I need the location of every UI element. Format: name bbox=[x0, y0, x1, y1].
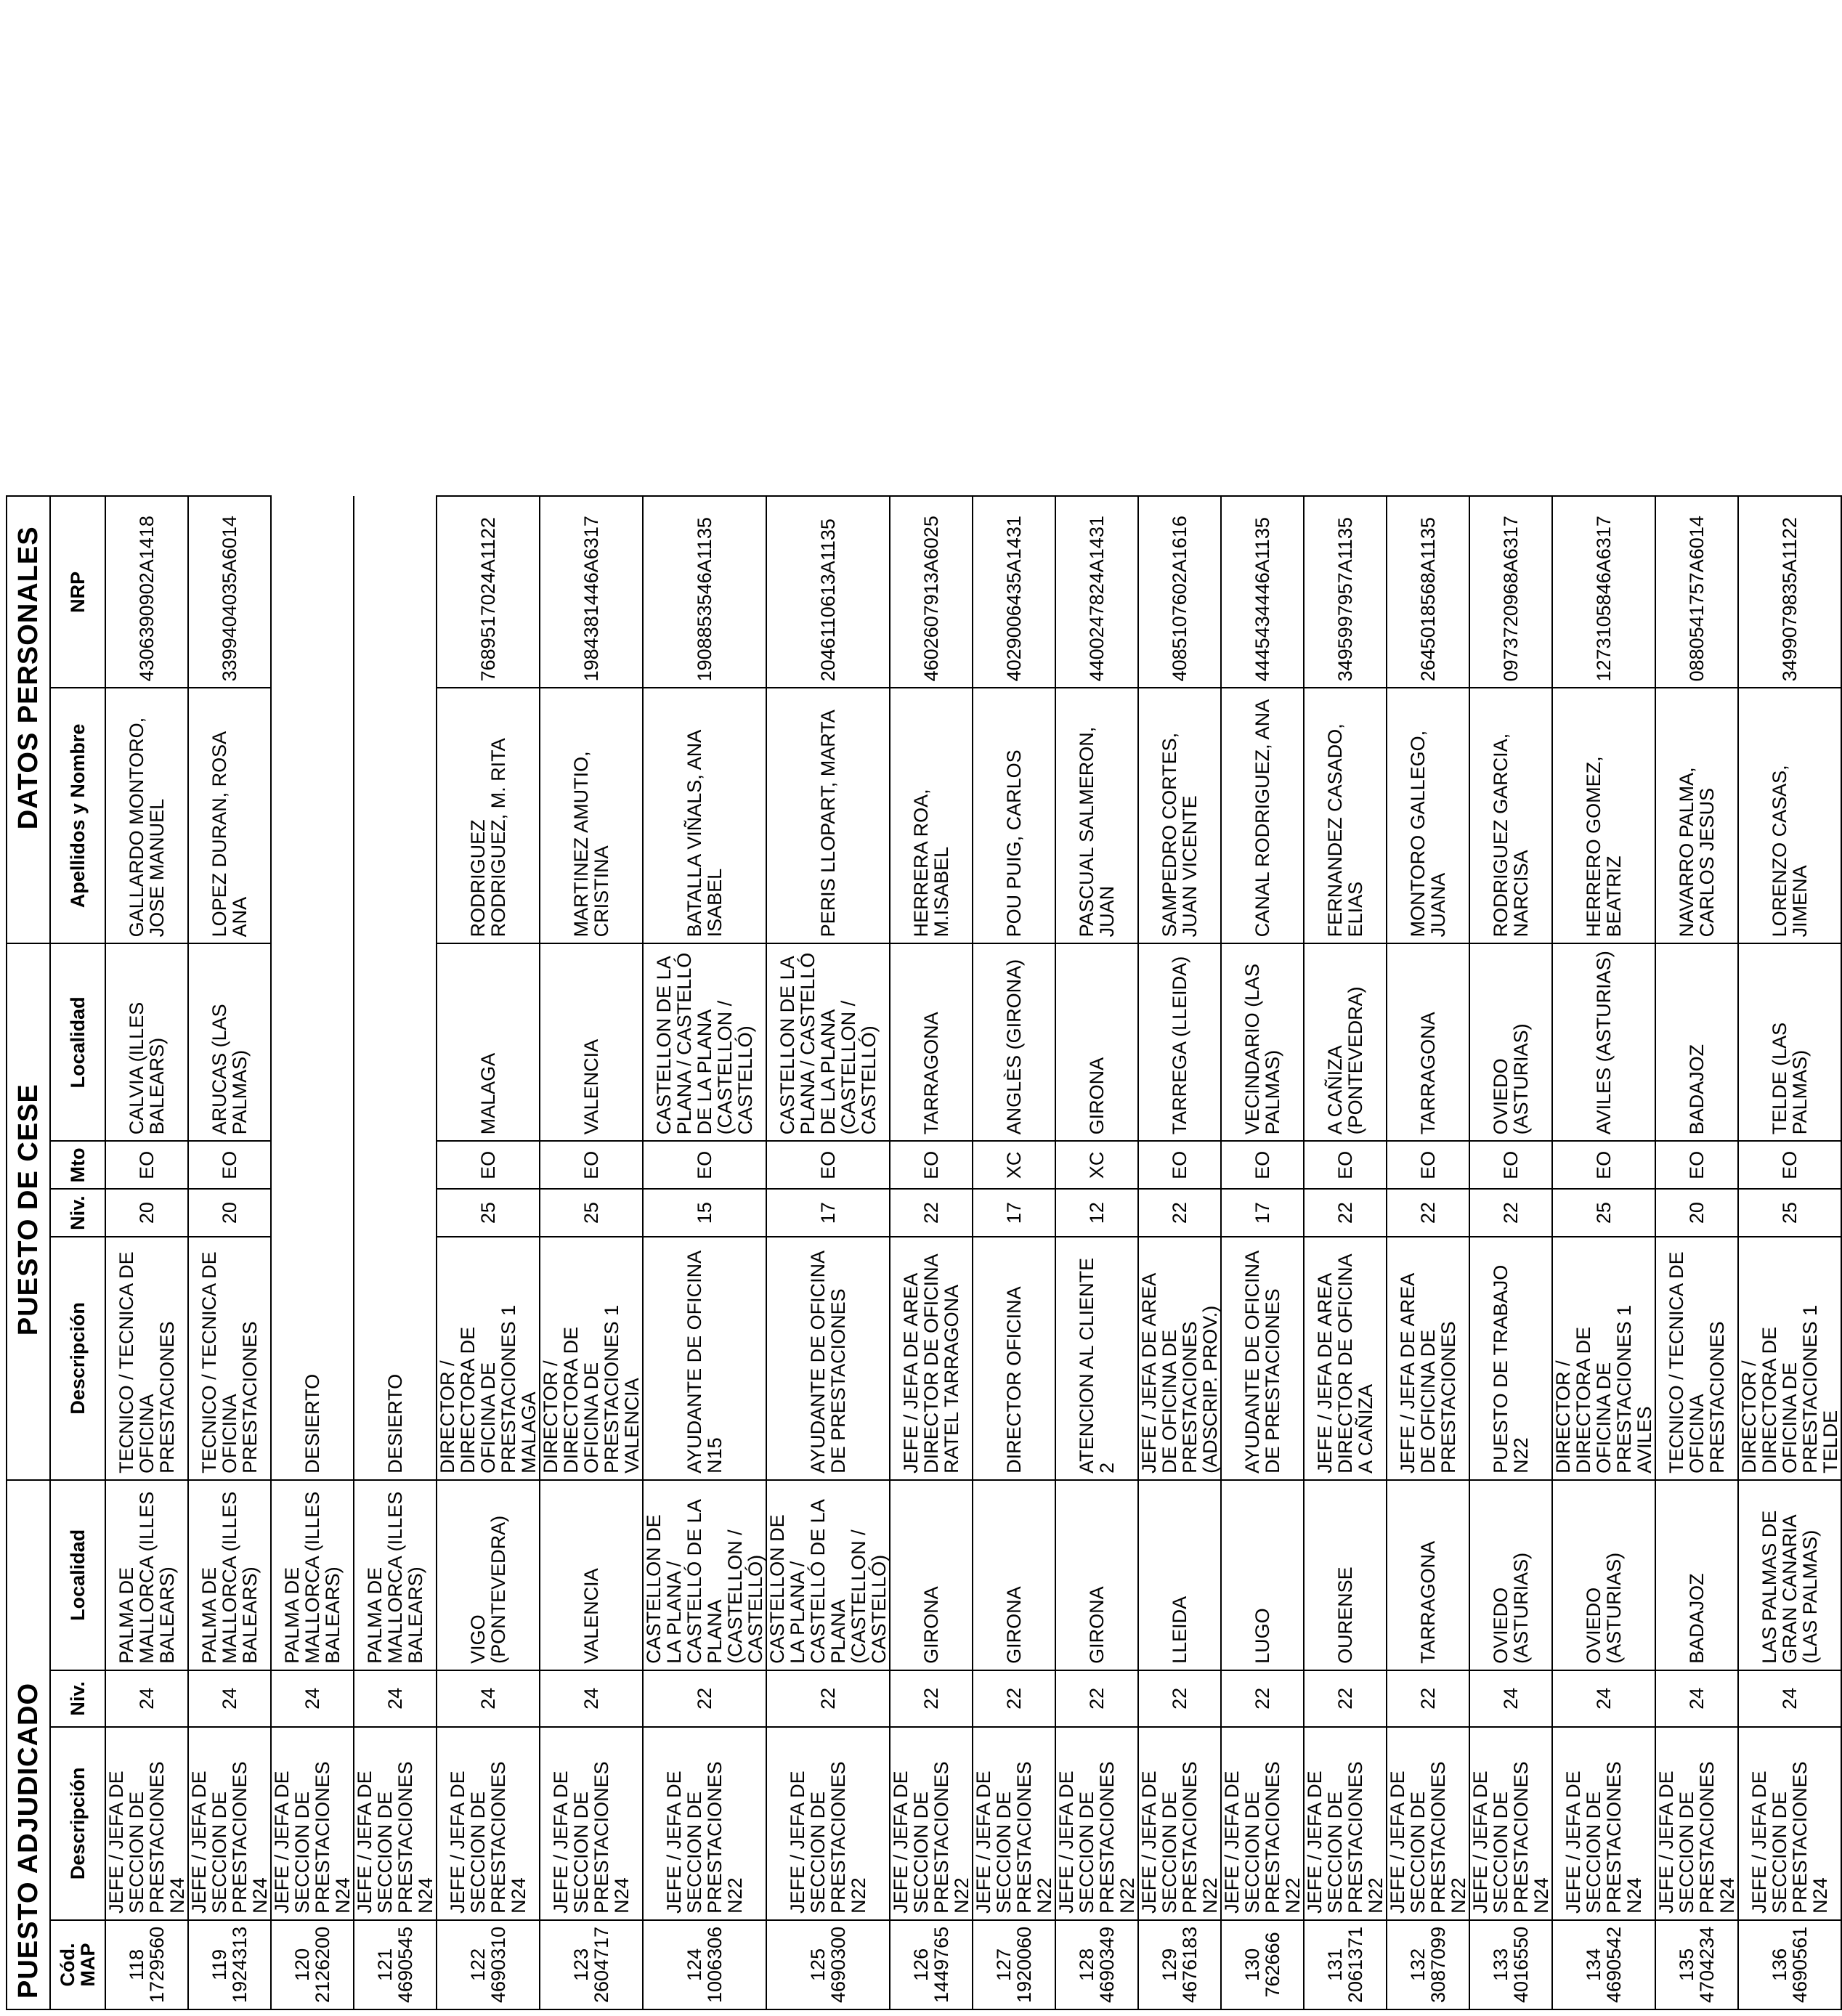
cell-adjudicado-localidad: LLEIDA bbox=[1138, 1480, 1221, 1670]
cell-cese-niv bbox=[354, 1189, 437, 1237]
cell-cese-descripcion: JEFE / JEFA DE AREA DE OFICINA DE PRESTACIONES (ADSCRIP. PROV.) bbox=[1138, 1237, 1221, 1480]
cell-adjudicado-descripcion: JEFE / JEFA DE SECCION DE PRESTACIONES N24 bbox=[188, 1727, 271, 1920]
cell-nrp: 1908853546A1135 bbox=[643, 496, 766, 688]
table-row bbox=[354, 496, 437, 2009]
cell-row-number: 129 bbox=[1159, 1948, 1180, 1981]
cell-cod-map bbox=[540, 1920, 643, 2009]
cell-map-code: 4690545 bbox=[394, 1926, 416, 2003]
table-row bbox=[1387, 496, 1469, 2009]
cell-adjudicado-descripcion: JEFE / JEFA DE SECCION DE PRESTACIONES N22 bbox=[1304, 1727, 1387, 1920]
cell-nrp: 1273105846A6317 bbox=[1552, 496, 1655, 688]
cell-map-code: 4690310 bbox=[487, 1926, 509, 2003]
cell-nrp: 0880541757A6014 bbox=[1655, 496, 1738, 688]
cell-adjudicado-niv: 24 bbox=[354, 1670, 437, 1727]
cell-cese-localidad: TARRAGONA bbox=[1387, 943, 1469, 1141]
cell-adjudicado-localidad: CASTELLON DE LA PLANA / CASTELLÓ DE LA PLANA (CASTELLON / CASTELLÓ) bbox=[643, 1480, 766, 1670]
cell-cese-niv: 25 bbox=[1552, 1189, 1655, 1237]
cell-nrp: 3495997957A1135 bbox=[1304, 496, 1387, 688]
cell-adjudicado-niv: 24 bbox=[437, 1670, 540, 1727]
cell-mto: EO bbox=[643, 1141, 766, 1189]
cell-adjudicado-localidad: GIRONA bbox=[890, 1480, 973, 1670]
cell-adjudicado-niv: 22 bbox=[973, 1670, 1055, 1727]
cell-cod-map bbox=[1138, 1920, 1221, 2009]
cell-adjudicado-descripcion: JEFE / JEFA DE SECCION DE PRESTACIONES N24 bbox=[1469, 1727, 1552, 1920]
cell-cese-localidad: BADAJOZ bbox=[1655, 943, 1738, 1141]
cell-nrp: 2645018568A1135 bbox=[1387, 496, 1469, 688]
cell-adjudicado-niv: 24 bbox=[188, 1670, 271, 1727]
cell-row-number: 120 bbox=[291, 1948, 313, 1981]
cell-adjudicado-niv: 24 bbox=[1738, 1670, 1841, 1727]
cell-adjudicado-descripcion: JEFE / JEFA DE SECCION DE PRESTACIONES N24 bbox=[540, 1727, 643, 1920]
cell-cese-niv: 17 bbox=[973, 1189, 1055, 1237]
cell-map-code: 1924313 bbox=[229, 1926, 251, 2003]
cell-cod-map bbox=[354, 1920, 437, 2009]
table-row bbox=[1304, 496, 1387, 2009]
cell-cese-descripcion: AYUDANTE DE OFICINA N15 bbox=[643, 1237, 766, 1480]
table-row bbox=[271, 496, 354, 2009]
col-header-cese-niv: Niv. bbox=[50, 1189, 105, 1237]
cell-map-code: 4704234 bbox=[1696, 1926, 1718, 2003]
cell-mto: EO bbox=[1552, 1141, 1655, 1189]
section-puesto-de-cese: PUESTO DE CESE bbox=[7, 943, 50, 1480]
cell-adjudicado-niv: 22 bbox=[1221, 1670, 1304, 1727]
cell-adjudicado-niv: 22 bbox=[1138, 1670, 1221, 1727]
cell-cese-localidad: ANGLÈS (GIRONA) bbox=[973, 943, 1055, 1141]
cell-adjudicado-localidad: PALMA DE MALLORCA (ILLES BALEARS) bbox=[105, 1480, 188, 1670]
cell-adjudicado-localidad: GIRONA bbox=[1055, 1480, 1138, 1670]
cell-cod-map bbox=[1469, 1920, 1552, 2009]
cell-cod-map bbox=[1655, 1920, 1738, 2009]
cell-mto bbox=[271, 1141, 354, 1189]
cell-map-code: 4676183 bbox=[1179, 1926, 1201, 2003]
cell-adjudicado-descripcion: JEFE / JEFA DE SECCION DE PRESTACIONES N24 bbox=[105, 1727, 188, 1920]
cell-adjudicado-localidad: BADAJOZ bbox=[1655, 1480, 1738, 1670]
table-row bbox=[1138, 496, 1221, 2009]
cell-adjudicado-descripcion: JEFE / JEFA DE SECCION DE PRESTACIONES N22 bbox=[1055, 1727, 1138, 1920]
cell-adjudicado-localidad: PALMA DE MALLORCA (ILLES BALEARS) bbox=[188, 1480, 271, 1670]
cell-adjudicado-niv: 24 bbox=[540, 1670, 643, 1727]
table-row bbox=[973, 496, 1055, 2009]
section-header-row bbox=[7, 496, 50, 2009]
cell-cese-localidad: CASTELLON DE LA PLANA / CASTELLÓ DE LA PLANA (CASTELLON / CASTELLÓ) bbox=[766, 943, 890, 1141]
cell-adjudicado-niv: 22 bbox=[1055, 1670, 1138, 1727]
cell-apellidos-nombre: BATALLA VIÑALS, ANA ISABEL bbox=[643, 688, 766, 943]
cell-mto: EO bbox=[890, 1141, 973, 1189]
cell-cese-localidad bbox=[354, 943, 437, 1141]
cell-adjudicado-localidad: CASTELLON DE LA PLANA / CASTELLÓ DE LA PLANA (CASTELLON / CASTELLÓ) bbox=[766, 1480, 890, 1670]
cell-row-number: 123 bbox=[570, 1948, 592, 1981]
section-puesto-adjudicado: PUESTO ADJUDICADO bbox=[7, 1480, 50, 2009]
cell-apellidos-nombre: RODRIGUEZ GARCIA, NARCISA bbox=[1469, 688, 1552, 943]
table-row bbox=[890, 496, 973, 2009]
cell-map-code: 1920060 bbox=[1013, 1926, 1035, 2003]
cell-cese-localidad: VECINDARIO (LAS PALMAS) bbox=[1221, 943, 1304, 1141]
cell-cese-niv: 22 bbox=[1387, 1189, 1469, 1237]
cell-cese-descripcion: PUESTO DE TRABAJO N22 bbox=[1469, 1237, 1552, 1480]
cell-row-number: 124 bbox=[683, 1948, 705, 1981]
cell-apellidos-nombre: PERIS LLOPART, MARTA bbox=[766, 688, 890, 943]
cell-adjudicado-localidad: VIGO (PONTEVEDRA) bbox=[437, 1480, 540, 1670]
cell-mto: XC bbox=[973, 1141, 1055, 1189]
cell-apellidos-nombre: GALLARDO MONTORO, JOSE MANUEL bbox=[105, 688, 188, 943]
cell-mto: EO bbox=[1655, 1141, 1738, 1189]
cell-cod-map bbox=[973, 1920, 1055, 2009]
cell-adjudicado-niv: 22 bbox=[1304, 1670, 1387, 1727]
col-header-niv: Niv. bbox=[50, 1670, 105, 1727]
table-row bbox=[540, 496, 643, 2009]
cell-cod-map bbox=[1738, 1920, 1841, 2009]
cell-cod-map bbox=[1221, 1920, 1304, 2009]
cell-apellidos-nombre: POU PUIG, CARLOS bbox=[973, 688, 1055, 943]
cell-cese-descripcion: JEFE / JEFA DE AREA DE OFICINA DE PRESTACIONES bbox=[1387, 1237, 1469, 1480]
cell-row-number: 127 bbox=[993, 1948, 1015, 1981]
col-header-nrp: NRP bbox=[50, 496, 105, 688]
cell-cese-localidad: MALAGA bbox=[437, 943, 540, 1141]
cell-cese-localidad: TARREGA (LLEIDA) bbox=[1138, 943, 1221, 1141]
cell-cese-localidad: GIRONA bbox=[1055, 943, 1138, 1141]
cell-cese-localidad: CALVIA (ILLES BALEARS) bbox=[105, 943, 188, 1141]
cell-cod-map bbox=[105, 1920, 188, 2009]
cell-cese-niv: 20 bbox=[105, 1189, 188, 1237]
cell-apellidos-nombre: CANAL RODRIGUEZ, ANA bbox=[1221, 688, 1304, 943]
cell-cese-descripcion: JEFE / JEFA DE AREA DIRECTOR DE OFICINA RATEL TARRAGONA bbox=[890, 1237, 973, 1480]
cell-map-code: 2061371 bbox=[1344, 1926, 1366, 2003]
cell-row-number: 121 bbox=[374, 1948, 396, 1981]
cell-adjudicado-descripcion: JEFE / JEFA DE SECCION DE PRESTACIONES N22 bbox=[1221, 1727, 1304, 1920]
cell-mto: EO bbox=[188, 1141, 271, 1189]
cell-apellidos-nombre: SAMPEDRO CORTES, JUAN VICENTE bbox=[1138, 688, 1221, 943]
cell-apellidos-nombre: HERRERO GOMEZ, BEATRIZ bbox=[1552, 688, 1655, 943]
cell-cese-localidad: ARUCAS (LAS PALMAS) bbox=[188, 943, 271, 1141]
cell-apellidos-nombre: PASCUAL SALMERON, JUAN bbox=[1055, 688, 1138, 943]
cell-row-number: 134 bbox=[1583, 1948, 1604, 1981]
cell-adjudicado-localidad: LAS PALMAS DE GRAN CANARIA (LAS PALMAS) bbox=[1738, 1480, 1841, 1670]
cell-cese-localidad: VALENCIA bbox=[540, 943, 643, 1141]
cell-adjudicado-descripcion: JEFE / JEFA DE SECCION DE PRESTACIONES N24 bbox=[1552, 1727, 1655, 1920]
cell-adjudicado-localidad: OVIEDO (ASTURIAS) bbox=[1552, 1480, 1655, 1670]
cell-cod-map bbox=[1387, 1920, 1469, 2009]
cell-cese-niv: 22 bbox=[1138, 1189, 1221, 1237]
cell-mto: XC bbox=[1055, 1141, 1138, 1189]
cell-cese-niv: 17 bbox=[766, 1189, 890, 1237]
cell-map-code: 4690300 bbox=[827, 1926, 849, 2003]
cell-nrp: 4029006435A1431 bbox=[973, 496, 1055, 688]
cell-mto: EO bbox=[540, 1141, 643, 1189]
cell-cese-localidad: OVIEDO (ASTURIAS) bbox=[1469, 943, 1552, 1141]
cell-adjudicado-descripcion: JEFE / JEFA DE SECCION DE PRESTACIONES N22 bbox=[890, 1727, 973, 1920]
cell-mto: EO bbox=[1304, 1141, 1387, 1189]
cell-adjudicado-descripcion: JEFE / JEFA DE SECCION DE PRESTACIONES N24 bbox=[437, 1727, 540, 1920]
cell-adjudicado-niv: 24 bbox=[1469, 1670, 1552, 1727]
cell-adjudicado-descripcion: JEFE / JEFA DE SECCION DE PRESTACIONES N24 bbox=[354, 1727, 437, 1920]
col-header-localidad: Localidad bbox=[50, 1480, 105, 1670]
cell-row-number: 118 bbox=[126, 1948, 147, 1980]
cell-adjudicado-niv: 22 bbox=[890, 1670, 973, 1727]
cell-cod-map bbox=[437, 1920, 540, 2009]
cell-adjudicado-localidad: OURENSE bbox=[1304, 1480, 1387, 1670]
cell-cese-descripcion: DIRECTOR / DIRECTORA DE OFICINA DE PRESTACIONES 1 MALAGA bbox=[437, 1237, 540, 1480]
cell-cese-descripcion: ATENCION AL CLIENTE 2 bbox=[1055, 1237, 1138, 1480]
cell-cese-localidad: CASTELLON DE LA PLANA / CASTELLÓ DE LA PLANA (CASTELLON / CASTELLÓ) bbox=[643, 943, 766, 1141]
table-row bbox=[766, 496, 890, 2009]
cell-cese-localidad: TARRAGONA bbox=[890, 943, 973, 1141]
cell-apellidos-nombre: LOPEZ DURAN, ROSA ANA bbox=[188, 688, 271, 943]
cell-cese-niv bbox=[271, 1189, 354, 1237]
cell-adjudicado-localidad: GIRONA bbox=[973, 1480, 1055, 1670]
cell-apellidos-nombre: MONTORO GALLEGO, JUANA bbox=[1387, 688, 1469, 943]
table-row bbox=[1221, 496, 1304, 2009]
table-row bbox=[188, 496, 271, 2009]
cell-cese-descripcion: AYUDANTE DE OFICINA DE PRESTACIONES bbox=[1221, 1237, 1304, 1480]
cell-cese-niv: 25 bbox=[437, 1189, 540, 1237]
cell-cese-niv: 20 bbox=[1655, 1189, 1738, 1237]
cell-adjudicado-localidad: OVIEDO (ASTURIAS) bbox=[1469, 1480, 1552, 1670]
cell-adjudicado-localidad: PALMA DE MALLORCA (ILLES BALEARS) bbox=[354, 1480, 437, 1670]
cell-mto: EO bbox=[766, 1141, 890, 1189]
cell-adjudicado-descripcion: JEFE / JEFA DE SECCION DE PRESTACIONES N22 bbox=[1387, 1727, 1469, 1920]
cell-adjudicado-localidad: VALENCIA bbox=[540, 1480, 643, 1670]
cell-apellidos-nombre: RODRIGUEZ RODRIGUEZ, M. RITA bbox=[437, 688, 540, 943]
table-body bbox=[105, 496, 1841, 2009]
cell-map-code: 2604717 bbox=[591, 1926, 612, 2003]
cell-map-code: 1729560 bbox=[146, 1926, 168, 2003]
cell-nrp: 4085107602A1616 bbox=[1138, 496, 1221, 688]
col-header-cod-map: Cód. MAP bbox=[50, 1920, 105, 2009]
table-row bbox=[1055, 496, 1138, 2009]
cell-cese-descripcion: DIRECTOR / DIRECTORA DE OFICINA DE PRESTACIONES 1 VALENCIA bbox=[540, 1237, 643, 1480]
cell-map-code: 4690542 bbox=[1603, 1926, 1625, 2003]
cell-adjudicado-descripcion: JEFE / JEFA DE SECCION DE PRESTACIONES N24 bbox=[1738, 1727, 1841, 1920]
cell-cod-map bbox=[188, 1920, 271, 2009]
cell-cod-map bbox=[890, 1920, 973, 2009]
cell-adjudicado-niv: 22 bbox=[766, 1670, 890, 1727]
cell-adjudicado-niv: 22 bbox=[1387, 1670, 1469, 1727]
cell-map-code: 2126200 bbox=[312, 1926, 333, 2003]
cell-map-code: 4690349 bbox=[1096, 1926, 1118, 2003]
cell-map-code: 1006306 bbox=[704, 1926, 726, 2003]
cell-cese-niv: 15 bbox=[643, 1189, 766, 1237]
cell-adjudicado-niv: 24 bbox=[1552, 1670, 1655, 1727]
cell-row-number: 130 bbox=[1241, 1948, 1263, 1981]
cell-cese-localidad: A CAÑIZA (PONTEVEDRA) bbox=[1304, 943, 1387, 1141]
cell-cod-map bbox=[766, 1920, 890, 2009]
cell-mto: EO bbox=[1738, 1141, 1841, 1189]
cell-row-number: 131 bbox=[1324, 1948, 1346, 1981]
cell-apellidos-nombre bbox=[354, 688, 437, 943]
cell-cese-localidad: AVILES (ASTURIAS) bbox=[1552, 943, 1655, 1141]
cell-cese-descripcion: TECNICO / TECNICA DE OFICINA PRESTACIONES bbox=[188, 1237, 271, 1480]
cell-row-number: 122 bbox=[467, 1948, 489, 1981]
cell-nrp: 2046110613A1135 bbox=[766, 496, 890, 688]
cell-cese-descripcion: JEFE / JEFA DE AREA DIRECTOR DE OFICINA A CAÑIZA bbox=[1304, 1237, 1387, 1480]
cell-map-code: 1449765 bbox=[930, 1926, 952, 2003]
cell-mto: EO bbox=[1469, 1141, 1552, 1189]
cell-mto: EO bbox=[1221, 1141, 1304, 1189]
cell-mto: EO bbox=[105, 1141, 188, 1189]
cell-cod-map bbox=[1304, 1920, 1387, 2009]
cell-cese-niv: 22 bbox=[890, 1189, 973, 1237]
cell-cese-niv: 20 bbox=[188, 1189, 271, 1237]
cell-adjudicado-localidad: PALMA DE MALLORCA (ILLES BALEARS) bbox=[271, 1480, 354, 1670]
cell-row-number: 119 bbox=[208, 1948, 230, 1980]
cell-cod-map bbox=[271, 1920, 354, 2009]
cell-row-number: 126 bbox=[910, 1948, 932, 1981]
col-header-descripcion: Descripción bbox=[50, 1727, 105, 1920]
cell-adjudicado-niv: 24 bbox=[105, 1670, 188, 1727]
cell-nrp: 7689517024A1122 bbox=[437, 496, 540, 688]
cell-row-number: 132 bbox=[1407, 1948, 1429, 1981]
cell-map-code: 762666 bbox=[1262, 1932, 1283, 1998]
cell-row-number: 133 bbox=[1490, 1948, 1512, 1981]
table-row bbox=[105, 496, 188, 2009]
cell-mto: EO bbox=[437, 1141, 540, 1189]
cell-mto bbox=[354, 1141, 437, 1189]
cell-adjudicado-descripcion: JEFE / JEFA DE SECCION DE PRESTACIONES N24 bbox=[271, 1727, 354, 1920]
cell-apellidos-nombre: FERNANDEZ CASADO, ELIAS bbox=[1304, 688, 1387, 943]
table-row bbox=[643, 496, 766, 2009]
cell-cese-niv: 22 bbox=[1469, 1189, 1552, 1237]
cell-nrp: 0973720968A6317 bbox=[1469, 496, 1552, 688]
cell-nrp: 1984381446A6317 bbox=[540, 496, 643, 688]
cell-cese-descripcion: DIRECTOR / DIRECTORA DE OFICINA DE PRESTACIONES 1 AVILES bbox=[1552, 1237, 1655, 1480]
cell-cese-descripcion: DESIERTO bbox=[271, 1237, 354, 1480]
cell-cese-niv: 25 bbox=[1738, 1189, 1841, 1237]
cell-cese-descripcion: DESIERTO bbox=[354, 1237, 437, 1480]
col-header-apellidos-nombre: Apellidos y Nombre bbox=[50, 688, 105, 943]
table-row bbox=[1738, 496, 1841, 2009]
col-header-cese-descripcion: Descripción bbox=[50, 1237, 105, 1480]
cell-adjudicado-descripcion: JEFE / JEFA DE SECCION DE PRESTACIONES N22 bbox=[1138, 1727, 1221, 1920]
cell-nrp: 3499079835A1122 bbox=[1738, 496, 1841, 688]
cell-cese-descripcion: TECNICO / TECNICA DE OFICINA PRESTACIONES bbox=[105, 1237, 188, 1480]
cell-adjudicado-niv: 24 bbox=[271, 1670, 354, 1727]
cell-map-code: 3087099 bbox=[1427, 1926, 1449, 2003]
cell-apellidos-nombre bbox=[271, 688, 354, 943]
cell-nrp bbox=[271, 496, 354, 688]
cell-nrp bbox=[354, 496, 437, 688]
cell-adjudicado-descripcion: JEFE / JEFA DE SECCION DE PRESTACIONES N22 bbox=[643, 1727, 766, 1920]
cell-cese-descripcion: AYUDANTE DE OFICINA DE PRESTACIONES bbox=[766, 1237, 890, 1480]
col-header-mto: Mto bbox=[50, 1141, 105, 1189]
cell-apellidos-nombre: NAVARRO PALMA, CARLOS JESUS bbox=[1655, 688, 1738, 943]
cell-cod-map bbox=[1055, 1920, 1138, 2009]
cell-adjudicado-descripcion: JEFE / JEFA DE SECCION DE PRESTACIONES N22 bbox=[973, 1727, 1055, 1920]
cell-apellidos-nombre: HERRERA ROA, M.ISABEL bbox=[890, 688, 973, 943]
cell-adjudicado-descripcion: JEFE / JEFA DE SECCION DE PRESTACIONES N22 bbox=[766, 1727, 890, 1920]
cell-nrp: 3399404035A6014 bbox=[188, 496, 271, 688]
cell-apellidos-nombre: MARTINEZ AMUTIO, CRISTINA bbox=[540, 688, 643, 943]
cell-map-code: 4016550 bbox=[1510, 1926, 1532, 2003]
cell-cod-map bbox=[1552, 1920, 1655, 2009]
cell-nrp: 4306390902A1418 bbox=[105, 496, 188, 688]
cell-row-number: 136 bbox=[1769, 1948, 1790, 1981]
col-header-cese-localidad: Localidad bbox=[50, 943, 105, 1141]
cell-cese-descripcion: DIRECTOR / DIRECTORA DE OFICINA DE PRESTACIONES 1 TELDE bbox=[1738, 1237, 1841, 1480]
cell-adjudicado-localidad: TARRAGONA bbox=[1387, 1480, 1469, 1670]
cell-adjudicado-descripcion: JEFE / JEFA DE SECCION DE PRESTACIONES N24 bbox=[1655, 1727, 1738, 1920]
cell-row-number: 135 bbox=[1676, 1948, 1697, 1981]
column-header-row bbox=[50, 496, 105, 2009]
cell-cese-descripcion: TECNICO / TECNICA DE OFICINA PRESTACIONES bbox=[1655, 1237, 1738, 1480]
cell-nrp: 4445434446A1135 bbox=[1221, 496, 1304, 688]
table-row bbox=[1552, 496, 1655, 2009]
cell-adjudicado-niv: 24 bbox=[1655, 1670, 1738, 1727]
cell-map-code: 4690561 bbox=[1789, 1926, 1811, 2003]
cell-apellidos-nombre: LORENZO CASAS, JIMENA bbox=[1738, 688, 1841, 943]
cell-cese-niv: 25 bbox=[540, 1189, 643, 1237]
cell-cese-localidad: TELDE (LAS PALMAS) bbox=[1738, 943, 1841, 1141]
table-row bbox=[1655, 496, 1738, 2009]
cell-adjudicado-niv: 22 bbox=[643, 1670, 766, 1727]
cell-nrp: 4602607913A6025 bbox=[890, 496, 973, 688]
adjudicaciones-table bbox=[6, 495, 1842, 2010]
cell-cese-niv: 22 bbox=[1304, 1189, 1387, 1237]
table-row bbox=[1469, 496, 1552, 2009]
cell-mto: EO bbox=[1387, 1141, 1469, 1189]
cell-row-number: 125 bbox=[807, 1948, 829, 1981]
section-datos-personales: DATOS PERSONALES bbox=[7, 496, 50, 943]
table-row bbox=[437, 496, 540, 2009]
cell-cod-map bbox=[643, 1920, 766, 2009]
cell-cese-niv: 17 bbox=[1221, 1189, 1304, 1237]
cell-cese-niv: 12 bbox=[1055, 1189, 1138, 1237]
cell-row-number: 128 bbox=[1076, 1948, 1098, 1981]
cell-adjudicado-localidad: LUGO bbox=[1221, 1480, 1304, 1670]
cell-cese-localidad bbox=[271, 943, 354, 1141]
cell-nrp: 4400247824A1431 bbox=[1055, 496, 1138, 688]
cell-cese-descripcion: DIRECTOR OFICINA bbox=[973, 1237, 1055, 1480]
cell-mto: EO bbox=[1138, 1141, 1221, 1189]
